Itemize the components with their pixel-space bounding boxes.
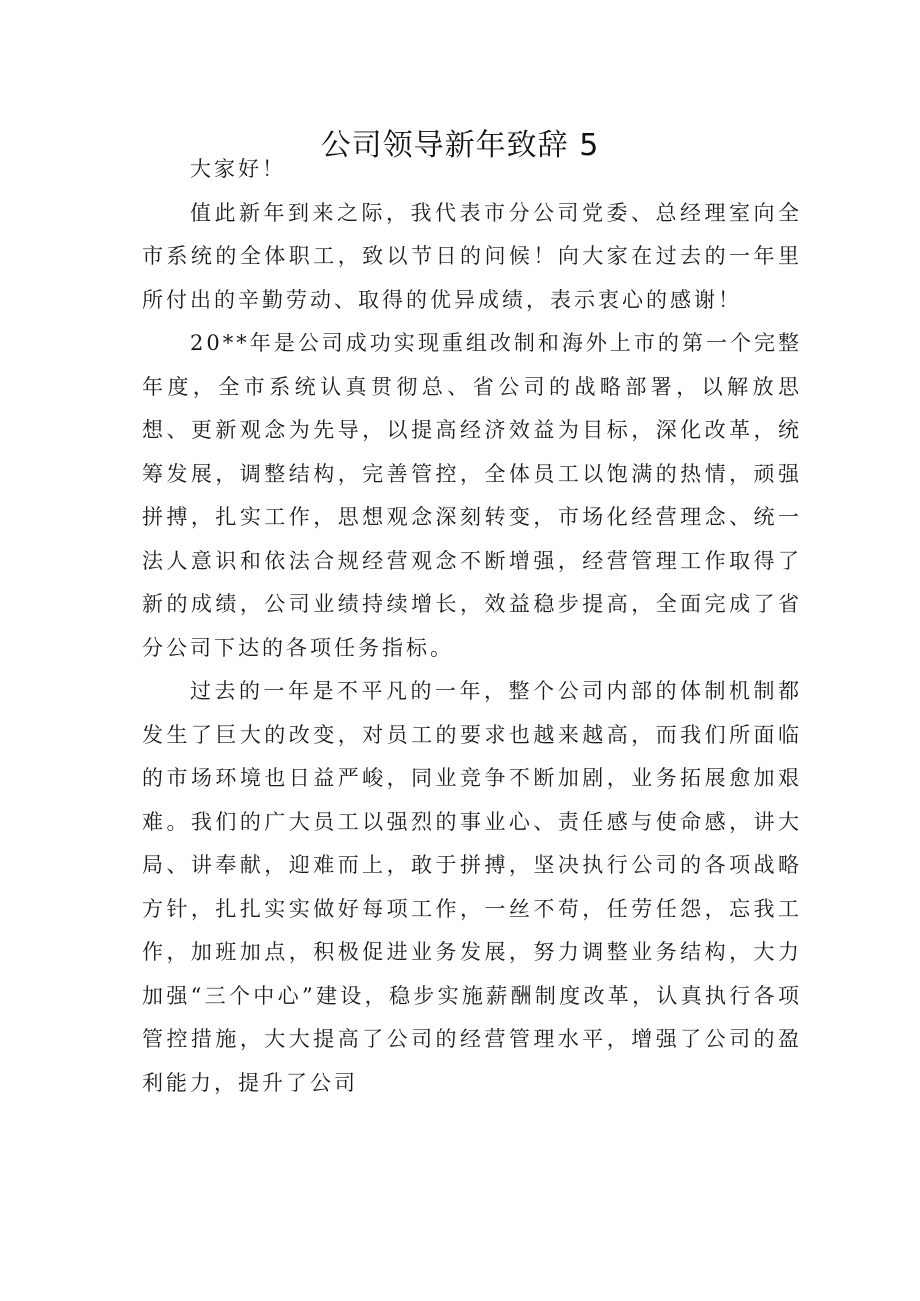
document-title: 公司领导新年致辞 5 — [320, 128, 600, 163]
paragraph-1: 值此新年到来之际，我代表市分公司党委、总经理室向全市系统的全体职工，致以节日的问候！向大家在过去的一年里所付出的辛勤劳动、取得的优异成绩，表示衷心的感谢！ — [142, 200, 802, 312]
paragraph-2: 20**年是公司成功实现重组改制和海外上市的第一个完整年度，全市系统认真贯彻总、省公司的战略部署，以解放思想、更新观念为先导，以提高经济效益为目标，深化改革，统筹发展，调整结构，完善管控，全体员工以饱满的热情，顽强拼搏，扎实工作，思想观念深刻转变，市场化经营理念、统一法人意识和依法合规经营观念不断增强，经营管理工作取得了新的成绩，公司业绩持续增长，效益稳步提高，全面完成了省分公司下达的各项任务指标。 — [142, 331, 802, 660]
greeting-line: 大家好！ — [190, 157, 286, 181]
document-body — [142, 148, 802, 1105]
paragraph-3: 过去的一年是不平凡的一年，整个公司内部的体制机制都发生了巨大的改变，对员工的要求也越来越高，而我们所面临的市场环境也日益严峻，同业竞争不断加剧，业务拓展愈加艰难。我们的广大员工以强烈的事业心、责任感与使命感，讲大局、讲奉献，迎难而上，敢于拼搏，坚决执行公司的各项战略方针，扎扎实实做好每项工作，一丝不苟，任劳任怨，忘我工作，加班加点，积极促进业务发展，努力调整业务结构，大力加强“三个中心”建设，稳步实施薪酬制度改革，认真执行各项管控措施，大大提高了公司的经营管理水平，增强了公司的盈利能力，提升了公司 — [142, 679, 802, 1095]
